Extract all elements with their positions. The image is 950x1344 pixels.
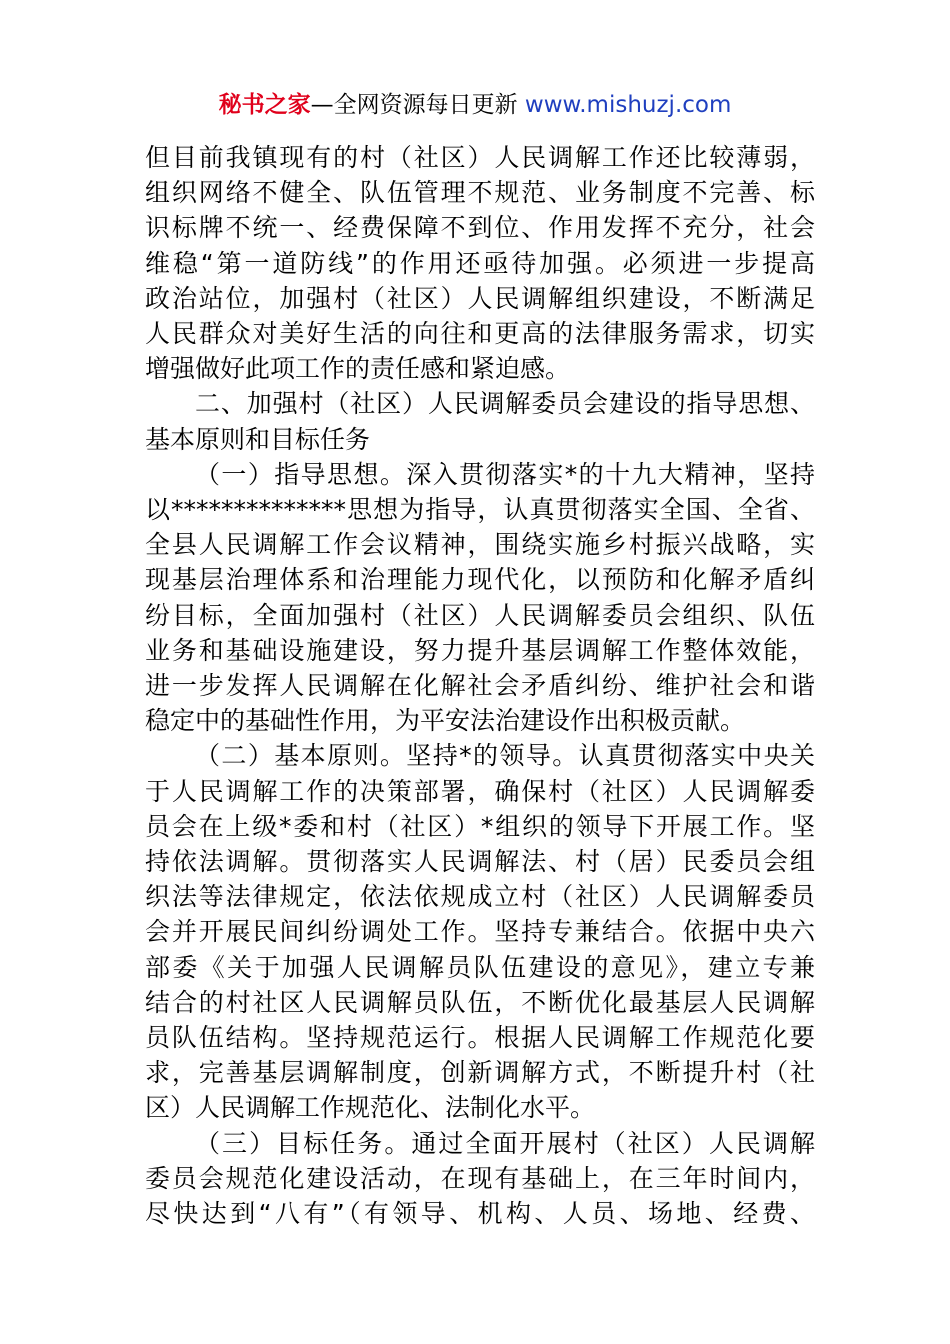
text-line: （三）目标任务。通过全面开展村（社区）人民调解 <box>195 1128 815 1158</box>
text-line: 全县人民调解工作会议精神，围绕实施乡村振兴战略，实 <box>145 530 815 560</box>
text-line: 区）人民调解工作规范化、法制化水平。 <box>145 1093 596 1123</box>
text-line: 以**************思想为指导，认真贯彻落实全国、全省、 <box>145 495 815 525</box>
text-line: （二）基本原则。坚持*的领导。认真贯彻落实中央关 <box>195 741 815 771</box>
paragraph-guiding-ideology <box>145 457 815 739</box>
text-line: 员队伍结构。坚持规范运行。根据人民调解工作规范化要 <box>145 1023 815 1053</box>
text-line: 增强做好此项工作的责任感和紧迫感。 <box>145 354 571 384</box>
text-line: 识标牌不统一、经费保障不到位、作用发挥不充分，社会 <box>145 213 815 243</box>
page-header <box>0 88 950 122</box>
text-line: 会并开展民间纠纷调处工作。坚持专兼结合。依据中央六 <box>145 917 815 947</box>
site-tagline: —全网资源每日更新 <box>310 92 525 118</box>
text-line: 持依法调解。贯彻落实人民调解法、村（居）民委员会组 <box>145 847 815 877</box>
text-line: 尽快达到“八有”（有领导、机构、人员、场地、经费、 <box>145 1199 815 1229</box>
text-line: 织法等法律规定，依法依规成立村（社区）人民调解委员 <box>145 882 815 912</box>
text-line: 但目前我镇现有的村（社区）人民调解工作还比较薄弱， <box>145 143 815 172</box>
text-line: 业务和基础设施建设，努力提升基层调解工作整体效能， <box>145 635 815 665</box>
paragraph-continuation <box>145 140 815 386</box>
text-line: 部委《关于加强人民调解员队伍建设的意见》，建立专兼 <box>145 952 815 982</box>
text-line: 纷目标，全面加强村（社区）人民调解委员会组织、队伍 <box>145 600 815 630</box>
text-line: 进一步发挥人民调解在化解社会矛盾纠纷、维护社会和谐 <box>145 671 815 701</box>
text-line: 维稳“第一道防线”的作用还亟待加强。必须进一步提高 <box>145 248 815 278</box>
text-line: 现基层治理体系和治理能力现代化，以预防和化解矛盾纠 <box>145 565 815 595</box>
site-brand: 秘书之家 <box>218 92 311 118</box>
text-line: 政治站位，加强村（社区）人民调解组织建设，不断满足 <box>145 283 815 313</box>
text-line: （一）指导思想。深入贯彻落实*的十九大精神，坚持 <box>195 459 815 489</box>
text-line: 求，完善基层调解制度，创新调解方式，不断提升村（社 <box>145 1058 815 1088</box>
text-line: 组织网络不健全、队伍管理不规范、业务制度不完善、标 <box>145 178 815 208</box>
paragraph-basic-principles <box>145 738 815 1125</box>
paragraph-objectives <box>145 1126 815 1232</box>
document-body <box>145 140 815 1231</box>
text-line: 委员会规范化建设活动，在现有基础上，在三年时间内， <box>145 1163 815 1193</box>
text-line: 于人民调解工作的决策部署，确保村（社区）人民调解委 <box>145 776 815 806</box>
text-line: 基本原则和目标任务 <box>145 424 371 454</box>
text-line: 员会在上级*委和村（社区）*组织的领导下开展工作。坚 <box>145 811 815 841</box>
section-heading <box>145 386 815 456</box>
text-line: 稳定中的基础性作用，为平安法治建设作出积极贡献。 <box>145 706 746 736</box>
text-line: 人民群众对美好生活的向往和更高的法律服务需求，切实 <box>145 319 815 349</box>
site-url[interactable]: www.mishuzj.com <box>524 92 732 118</box>
text-line: 二、加强村（社区）人民调解委员会建设的指导思想、 <box>195 389 815 419</box>
text-line: 结合的村社区人民调解员队伍，不断优化最基层人民调解 <box>145 987 815 1017</box>
